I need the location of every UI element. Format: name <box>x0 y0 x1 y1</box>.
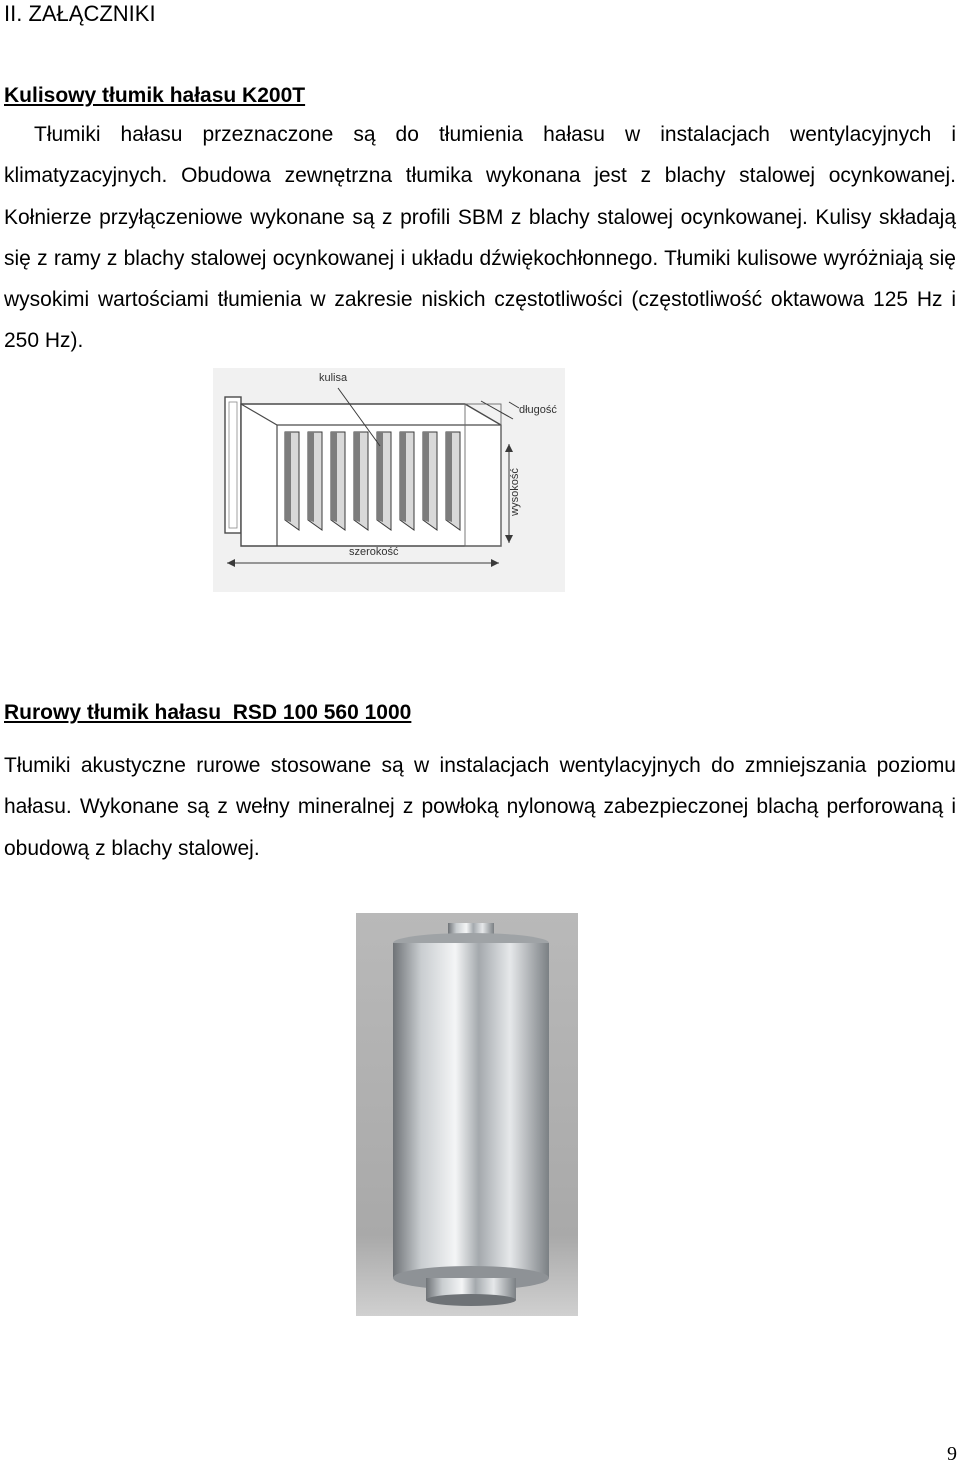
k200t-diagram <box>213 368 565 592</box>
heading-k200t: Kulisowy tłumik hałasu K200T <box>4 84 306 107</box>
label-kulisa: kulisa <box>319 372 348 384</box>
paragraph-k200t <box>4 114 956 362</box>
label-dlugosc: długość <box>519 404 557 416</box>
cylinder-photo <box>356 913 578 1316</box>
page-number: 9 <box>947 1443 957 1465</box>
rsd-photo <box>356 913 578 1316</box>
label-szerokosc: szerokość <box>349 546 399 558</box>
paragraph-k200t-text: Tłumiki hałasu przeznaczone są do tłumienia hałasu w instalacjach wentylacyjnych i klimatyzacyjnych. Obudowa zewnętrzna tłumika wykonana jest z blachy stalowej ocynkowanej. Kołnierze przyłączeniowe wykonane są z profili SBM z blachy stalowej ocynkowanej. Kulisy składają się z ramy z blachy stalowej ocynkowanej i układu dźwiękochłonnego. Tłumiki kulisowe wyróżniają się wysokimi wartościami tłumienia w zakresie niskich częstotliwości (częstotliwość oktawowa 125 Hz i 250 Hz). <box>4 123 956 353</box>
heading-rsd: Rurowy tłumik hałasu RSD 100 560 1000 <box>4 701 412 724</box>
label-wysokosc: wysokość <box>509 468 521 516</box>
paragraph-rsd: Tłumiki akustyczne rurowe stosowane są w instalacjach wentylacyjnych do zmniejszania poziomu hałasu. Wykonane są z wełny mineralnej z powłoką nylonową zabezpieczonej blachą perforowaną i obudową z blachy stalowej. <box>4 754 956 860</box>
section-title: II. ZAŁĄCZNIKI <box>4 1 156 26</box>
